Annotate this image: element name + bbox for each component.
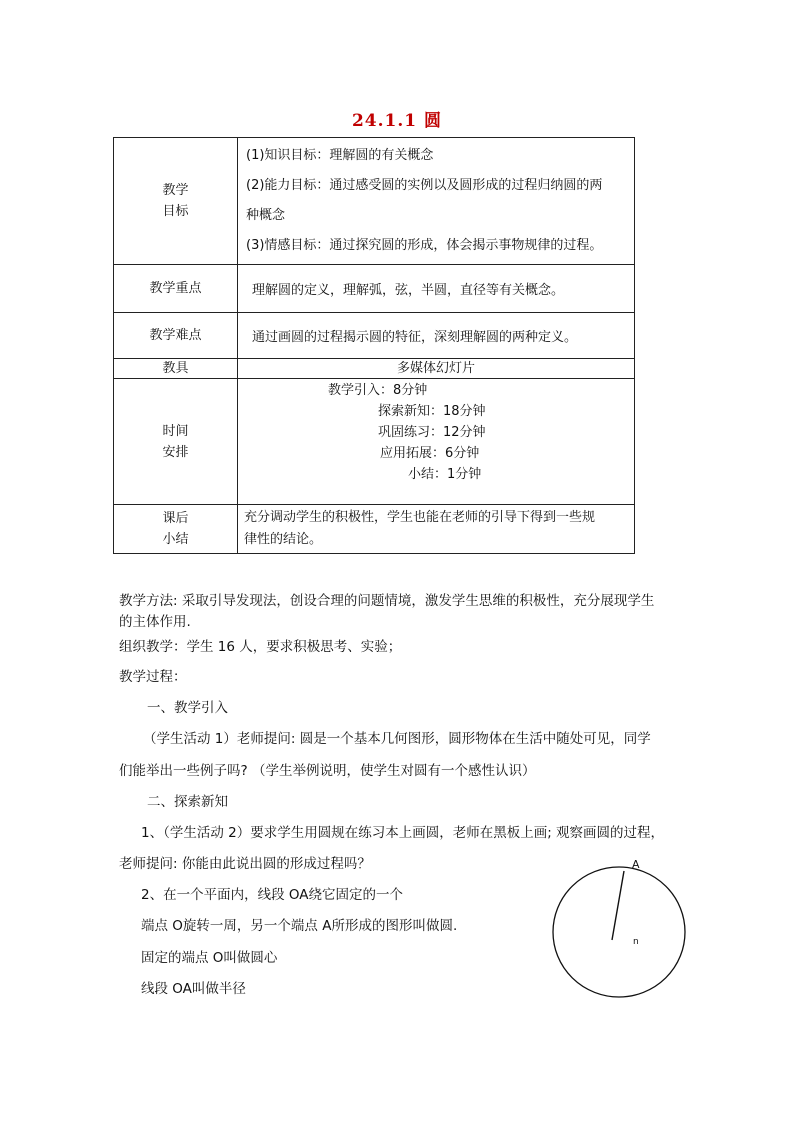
goal-item: 种概念	[246, 208, 286, 223]
circle-diagram	[548, 852, 693, 1004]
goal-item: (1)知识目标：理解圆的有关概念	[246, 148, 434, 163]
summary-label: 课后 小结	[114, 505, 238, 554]
time-list	[238, 379, 634, 486]
goals-cell	[238, 138, 635, 265]
point-o-label: n	[633, 937, 639, 947]
tools-label: 教具	[114, 359, 238, 379]
time-item: 小结：1分钟	[408, 467, 482, 482]
circle-outline	[553, 867, 685, 997]
radius-segment	[612, 871, 624, 940]
activity-1-line-b: 们能举出一些例子吗? （学生举例说明，使学生对圆有一个感性认识）	[119, 763, 536, 779]
goal-item: (3)情感目标：通过探究圆的形成，体会揭示事物规律的过程。	[246, 238, 603, 253]
lesson-plan-table	[113, 137, 635, 554]
time-item: 探索新知：18分钟	[378, 404, 486, 419]
time-label: 时间 安排	[114, 379, 238, 505]
section-2-heading: 二、探索新知	[147, 794, 228, 810]
page-title: 24.1.1 圆	[351, 111, 443, 131]
point-a-label: A	[632, 858, 640, 871]
organize-line: 组织教学：学生 16 人，要求积极思考、实验；	[119, 639, 402, 655]
activity-1-line-a: （学生活动 1）老师提问: 圆是一个基本几何图形，圆形物体在生活中随处可见，同学	[143, 731, 651, 747]
time-item: 应用拓展：6分钟	[380, 446, 480, 461]
difficulty-label: 教学难点	[114, 313, 238, 359]
key-label: 教学重点	[114, 265, 238, 313]
goal-item: (2)能力目标：通过感受圆的实例以及圆形成的过程归纳圆的两	[246, 178, 603, 193]
activity-2-line-a: 1、（学生活动 2）要求学生用圆规在练习本上画圆，老师在黑板上画; 观察画圆的过程，	[141, 825, 665, 841]
method-line-2: 的主体作用.	[119, 614, 191, 630]
process-heading: 教学过程：	[119, 669, 187, 685]
definition-line-4: 线段 OA叫做半径	[141, 981, 246, 997]
table-row-time	[114, 379, 635, 505]
key-text: 理解圆的定义，理解弧，弦，半圆，直径等有关概念。	[238, 265, 635, 313]
section-1-heading: 一、教学引入	[147, 700, 228, 716]
table-row-summary	[114, 505, 635, 554]
table-row-goals	[114, 138, 635, 265]
difficulty-text: 通过画圆的过程揭示圆的特征，深刻理解圆的两种定义。	[238, 313, 635, 359]
definition-line-2: 端点 O旋转一周，另一个端点 A所形成的图形叫做圆.	[141, 918, 458, 934]
table-row-difficulty	[114, 313, 635, 359]
activity-2-line-b: 老师提问: 你能由此说出圆的形成过程吗？	[119, 856, 371, 872]
goals-label: 教学 目标	[114, 138, 238, 265]
tools-text: 多媒体幻灯片	[238, 359, 635, 379]
method-line-1: 教学方法: 采取引导发现法，创设合理的问题情境，激发学生思维的积极性，充分展现学生	[119, 593, 655, 609]
table-row-key	[114, 265, 635, 313]
time-item: 巩固练习：12分钟	[378, 425, 486, 440]
summary-text: 充分调动学生的积极性，学生也能在老师的引导下得到一些规 律性的结论。	[238, 505, 635, 554]
time-cell	[238, 379, 635, 505]
definition-line-1: 2、在一个平面内，线段 OA绕它固定的一个	[141, 887, 404, 903]
time-item: 教学引入：8分钟	[328, 383, 428, 398]
table-row-tools	[114, 359, 635, 379]
definition-line-3: 固定的端点 O叫做圆心	[141, 950, 278, 966]
